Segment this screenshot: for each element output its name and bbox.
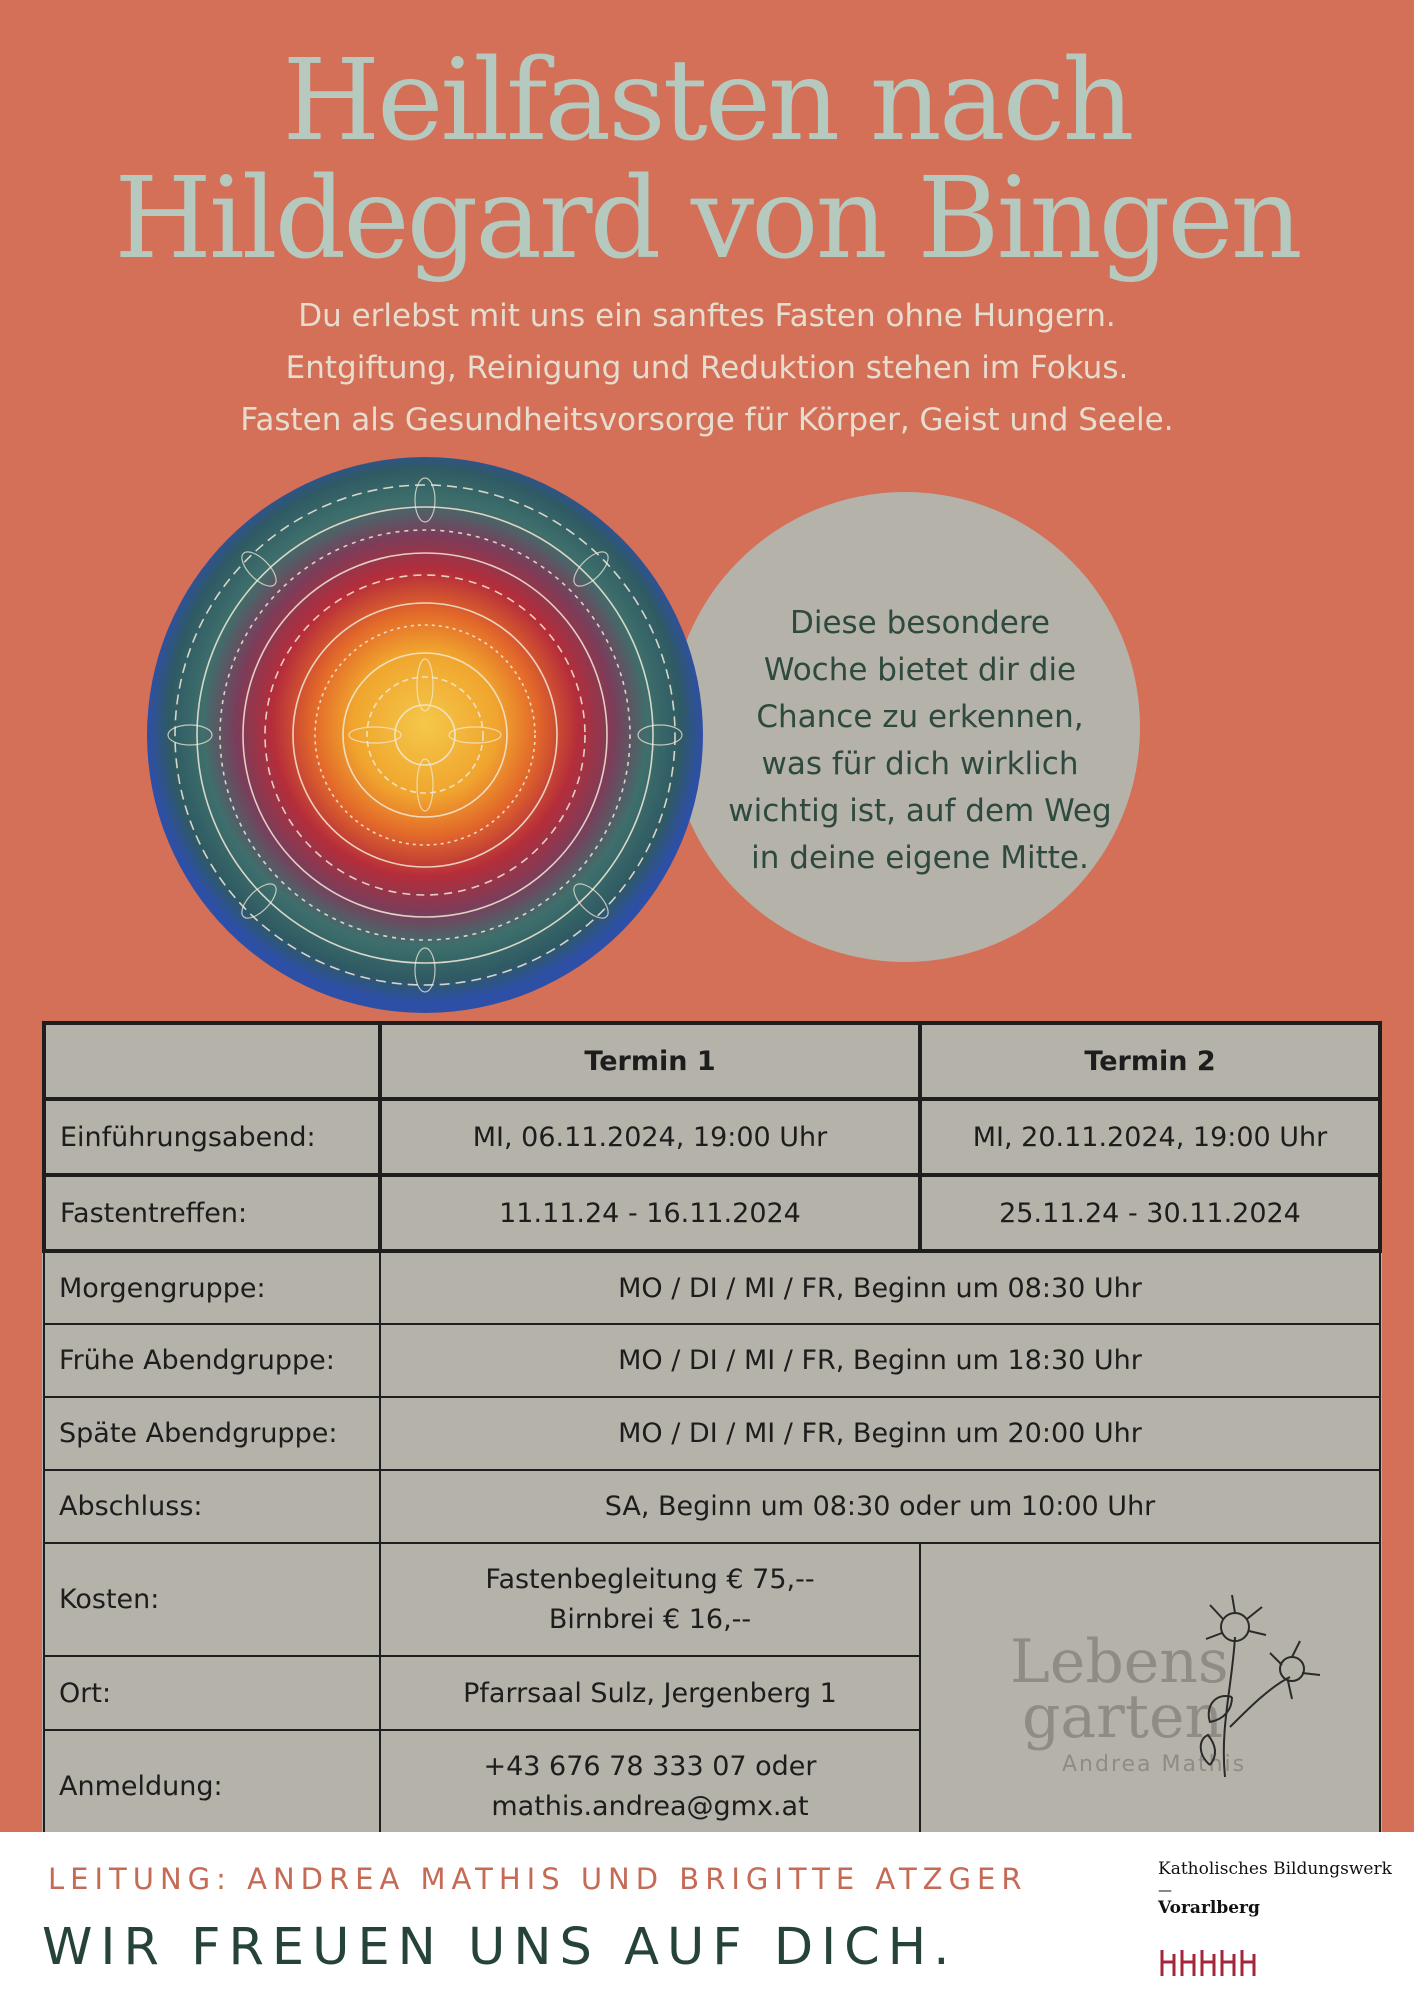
spaete-abendgruppe-value: MO / DI / MI / FR, Beginn um 20:00 Uhr [380, 1397, 1380, 1470]
lebensgarten-logo [970, 1587, 1330, 1787]
empty-header-cell [44, 1023, 380, 1099]
kbw-dash: — [1158, 1883, 1172, 1899]
termin1-header: Termin 1 [380, 1023, 920, 1099]
fruehe-abendgruppe-value: MO / DI / MI / FR, Beginn um 18:30 Uhr [380, 1324, 1380, 1397]
chairs-icon [1158, 1942, 1258, 1982]
intro-line-3: Fasten als Gesundheitsvorsorge für Körper, Geist und Seele. [240, 402, 1174, 438]
kosten-label: Kosten: [44, 1543, 380, 1656]
logo-cell [920, 1543, 1380, 1843]
quote-text [690, 600, 1150, 882]
termin2-header: Termin 2 [920, 1023, 1380, 1099]
abschluss-label: Abschluss: [44, 1470, 380, 1543]
title-line-2: Hildegard von Bingen [114, 154, 1300, 284]
kosten-line: Birnbrei € 16,-- [548, 1603, 752, 1635]
logo-word-2: garten [1022, 1682, 1224, 1752]
table-row [44, 1470, 1380, 1543]
quote-line: Woche bietet dir die [763, 652, 1077, 688]
kbw-line-2: Vorarlberg [1158, 1898, 1260, 1918]
kosten-line: Fastenbegleitung € 75,-- [485, 1563, 815, 1595]
morgengruppe-value: MO / DI / MI / FR, Beginn um 08:30 Uhr [380, 1251, 1380, 1324]
fastentreffen-label: Fastentreffen: [44, 1175, 380, 1251]
quote-line: was für dich wirklich [761, 746, 1079, 782]
intro-text [0, 290, 1414, 446]
logo-name: Andrea Mathis [1062, 1752, 1247, 1777]
ort-label: Ort: [44, 1656, 380, 1730]
leitung-text: LEITUNG: ANDREA MATHIS UND BRIGITTE ATZGER [48, 1862, 1028, 1896]
quote-line: wichtig ist, auf dem Weg [728, 793, 1112, 829]
table-row [44, 1324, 1380, 1397]
abschluss-value: SA, Beginn um 08:30 oder um 10:00 Uhr [380, 1470, 1380, 1543]
fastentreffen-termin2: 25.11.24 - 30.11.2024 [920, 1175, 1380, 1251]
page-title [0, 36, 1414, 284]
logo-word-1: Lebens [1010, 1627, 1229, 1697]
table-row [44, 1543, 1380, 1656]
einfuehrung-termin1: MI, 06.11.2024, 19:00 Uhr [380, 1099, 920, 1175]
anmeldung-email: mathis.andrea@gmx.at [491, 1790, 809, 1822]
table-header-row [44, 1023, 1380, 1099]
mandala-image [145, 455, 705, 1015]
fruehe-abendgruppe-label: Frühe Abendgruppe: [44, 1324, 380, 1397]
table-row [44, 1397, 1380, 1470]
table-row [44, 1251, 1380, 1324]
morgengruppe-label: Morgengruppe: [44, 1251, 380, 1324]
einfuehrung-label: Einführungsabend: [44, 1099, 380, 1175]
kbw-line-1: Katholisches Bildungswerk [1158, 1859, 1392, 1879]
quote-line: Chance zu erkennen, [756, 699, 1084, 735]
intro-line-1: Du erlebst mit uns ein sanftes Fasten ohne Hungern. [298, 298, 1116, 334]
fastentreffen-termin1: 11.11.24 - 16.11.2024 [380, 1175, 920, 1251]
intro-line-2: Entgiftung, Reinigung und Reduktion stehen im Fokus. [285, 350, 1129, 386]
ort-value: Pfarrsaal Sulz, Jergenberg 1 [380, 1656, 920, 1730]
anmeldung-phone: +43 676 78 333 07 oder [483, 1750, 817, 1782]
kosten-value [380, 1543, 920, 1656]
closing-text: WIR FREUEN UNS AUF DICH. [42, 1918, 958, 1977]
einfuehrung-termin2: MI, 20.11.2024, 19:00 Uhr [920, 1099, 1380, 1175]
table-row [44, 1099, 1380, 1175]
spaete-abendgruppe-label: Späte Abendgruppe: [44, 1397, 380, 1470]
anmeldung-value [380, 1730, 920, 1843]
schedule-table [42, 1021, 1382, 1844]
table-row [44, 1175, 1380, 1251]
quote-line: in deine eigene Mitte. [751, 840, 1089, 876]
title-line-1: Heilfasten nach [282, 36, 1132, 166]
quote-line: Diese besondere [789, 605, 1051, 641]
anmeldung-label: Anmeldung: [44, 1730, 380, 1843]
